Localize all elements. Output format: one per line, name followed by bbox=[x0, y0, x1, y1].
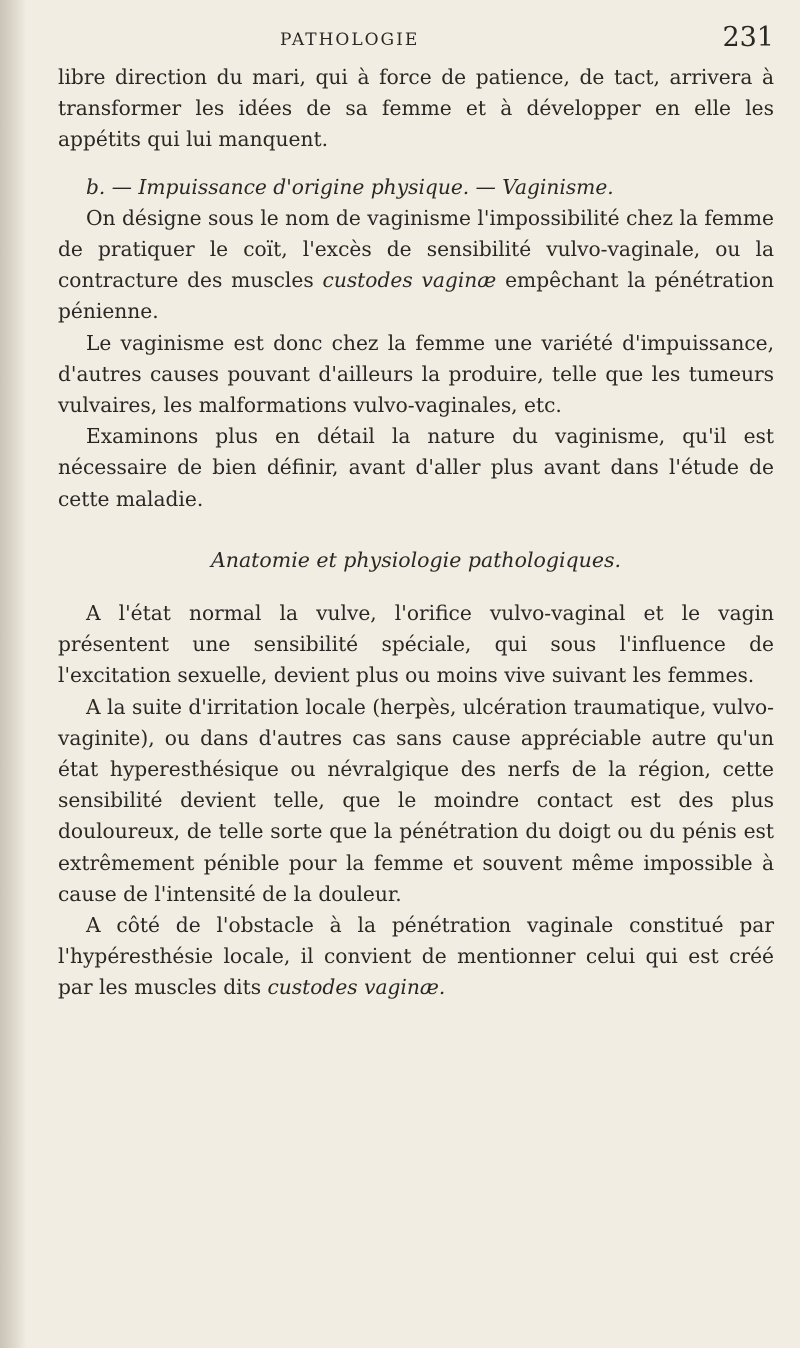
subsection-title: b. — Impuissance d'origine physique. — Vaginisme. bbox=[86, 174, 614, 199]
paragraph: A la suite d'irritation locale (herpès, ulcération traumatique, vulvo-vaginite), ou dans d'autres cas sans cause appréciable autre qu'un état hyperesthésique ou névralgique des nerfs de la région, cette sensibilité devient telle, que le moindre contact est des plus douloureux, de telle sorte que la pénétration du doigt ou du pénis est extrêmement pénible pour la femme et souvent même impossible à cause de l'intensité de la douleur. bbox=[58, 694, 774, 906]
body-text bbox=[58, 62, 774, 1004]
paragraph: libre direction du mari, qui à force de patience, de tact, arrivera à transformer les idées de sa femme et à développer en elle les appétits qui lui manquent. bbox=[58, 65, 774, 152]
paragraph bbox=[58, 910, 774, 1004]
paragraph: Examinons plus en détail la nature du vaginisme, qu'il est nécessaire de bien définir, avant d'aller plus avant dans l'étude de cette maladie. bbox=[58, 424, 774, 511]
section-heading: Anatomie et physiologie pathologiques. bbox=[210, 547, 622, 572]
page-number: 231 bbox=[722, 22, 774, 53]
paragraph: A l'état normal la vulve, l'orifice vulvo-vaginal et le vagin présentent une sensibilité spéciale, qui sous l'influence de l'excitation sexuelle, devient plus ou moins vive suivant les femmes. bbox=[58, 601, 774, 688]
paragraph-text: On désigne sous le nom de vaginisme l'impossibilité chez la femme de pratiquer le coït, l'excès de sensibilité vulvo-vaginale, ou la contracture des muscles bbox=[58, 205, 774, 293]
book-page bbox=[58, 22, 774, 1004]
paragraph-text: A côté de l'obstacle à la pénétration vaginale constitué par l'hypéresthésie locale, il convient de mentionner celui qui est créé par les muscles dits bbox=[58, 913, 774, 1000]
paragraph bbox=[58, 203, 774, 328]
paragraph: Le vaginisme est donc chez la femme une variété d'impuissance, d'autres causes pouvant d'ailleurs la produire, telle que les tumeurs vulvaires, les malformations vulvo-vaginales, etc. bbox=[58, 330, 774, 418]
page-header bbox=[58, 22, 774, 62]
latin-term: custodes vaginæ bbox=[322, 268, 497, 293]
latin-term: custodes vaginæ. bbox=[267, 975, 446, 1000]
running-head: PATHOLOGIE bbox=[280, 30, 420, 50]
paragraph-text: empêchant la pénétration pénienne. bbox=[58, 268, 774, 324]
subsection-heading bbox=[58, 172, 774, 203]
book-spine-shadow bbox=[0, 0, 26, 1348]
